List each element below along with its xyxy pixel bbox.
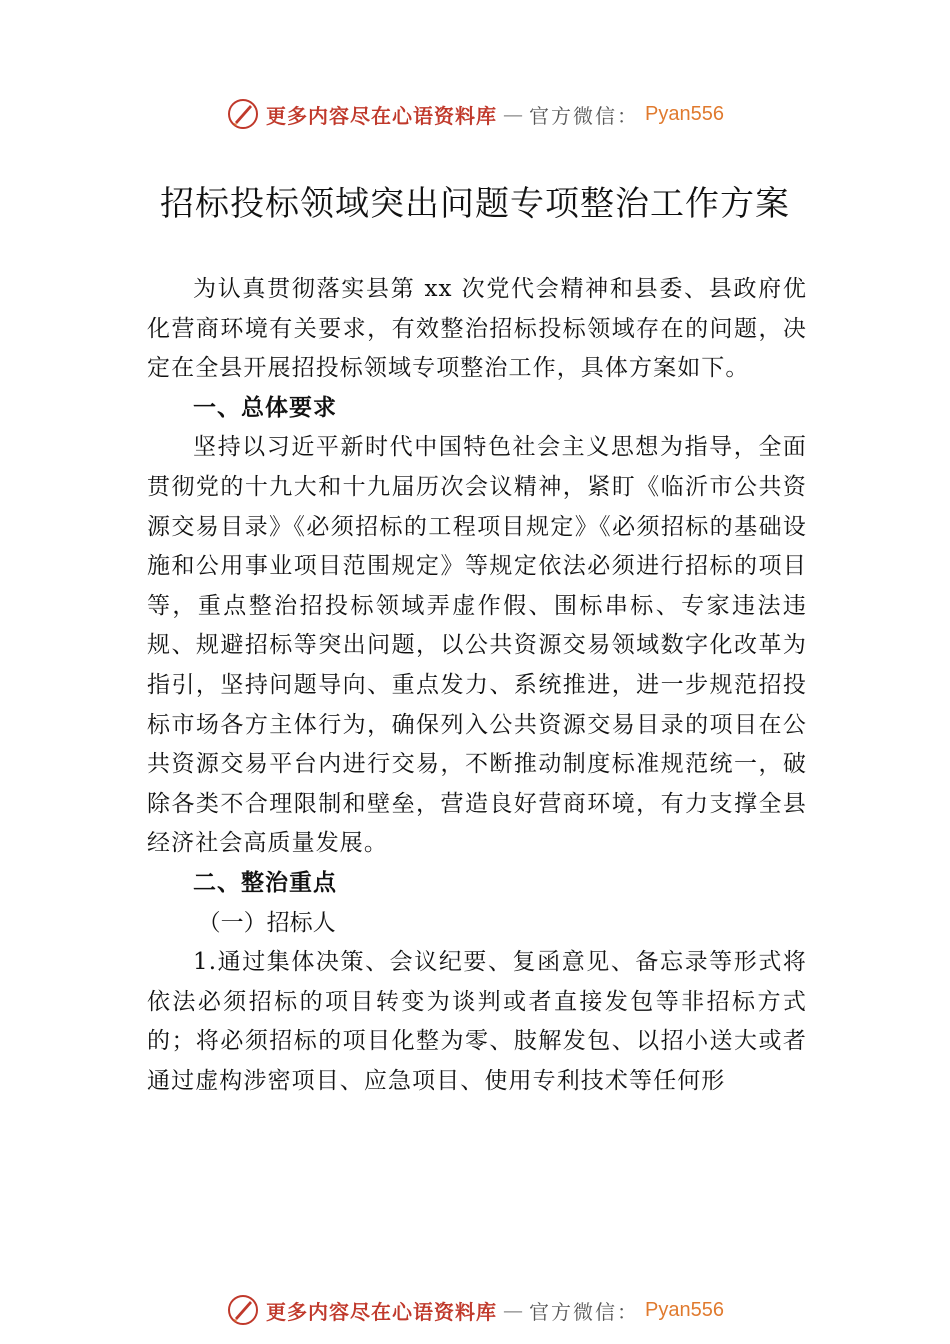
- footer-watermark: [0, 1290, 950, 1330]
- watermark-id: Pyan556: [645, 102, 724, 125]
- watermark-main-text: 更多内容尽在心语资料库: [266, 1299, 498, 1324]
- section1-paragraph: 坚持以习近平新时代中国特色社会主义思想为指导，全面贯彻党的十九大和十九届历次会议精神，紧盯《临沂市公共资源交易目录》《必须招标的工程项目规定》《必须招标的基础设施和公用事业项目范围规定》等规定依法必须进行招标的项目等，重点整治招投标领域弄虚作假、围标串标、专家违法违规、规避招标等突出问题，以公共资源交易领域数字化改革为指引，坚持问题导向、重点发力、系统推进，进一步规范招投标市场各方主体行为，确保列入公共资源交易目录的项目在公共资源交易平台内进行交易，不断推动制度标准规范统一，破除各类不合理限制和壁垒，营造良好营商环境，有力支撑全县经济社会高质量发展。: [147, 434, 807, 857]
- watermark-sub-text: 官方微信：: [529, 1299, 640, 1324]
- watermark-sub-text: 官方微信：: [529, 103, 640, 128]
- section2-item1-paragraph: 1.通过集体决策、会议纪要、复函意见、备忘录等形式将依法必须招标的项目转变为谈判或者直接发包等非招标方式的；将必须招标的项目化整为零、肢解发包、以招小送大或者通过虚构涉密项目、应急项目、使用专利技术等任何形: [147, 949, 807, 1094]
- document-body: [147, 270, 807, 1101]
- watermark-dash: —: [503, 102, 524, 126]
- watermark-id: Pyan556: [645, 1298, 724, 1321]
- header-watermark: [0, 94, 950, 134]
- quill-logo-icon: [226, 97, 260, 131]
- quill-logo-icon: [226, 1293, 260, 1327]
- section1-heading: 一、总体要求: [193, 394, 337, 421]
- section2-heading: 二、整治重点: [193, 869, 337, 896]
- document-title: 招标投标领域突出问题专项整治工作方案: [160, 184, 790, 224]
- watermark-main-text: 更多内容尽在心语资料库: [266, 103, 498, 128]
- watermark-dash: —: [503, 1298, 524, 1322]
- section2-subheading: （一）招标人: [197, 909, 336, 936]
- intro-paragraph: 为认真贯彻落实县第 xx 次党代会精神和县委、县政府优化营商环境有关要求，有效整治招标投标领域存在的问题，决定在全县开展招投标领域专项整治工作，具体方案如下。: [147, 276, 807, 382]
